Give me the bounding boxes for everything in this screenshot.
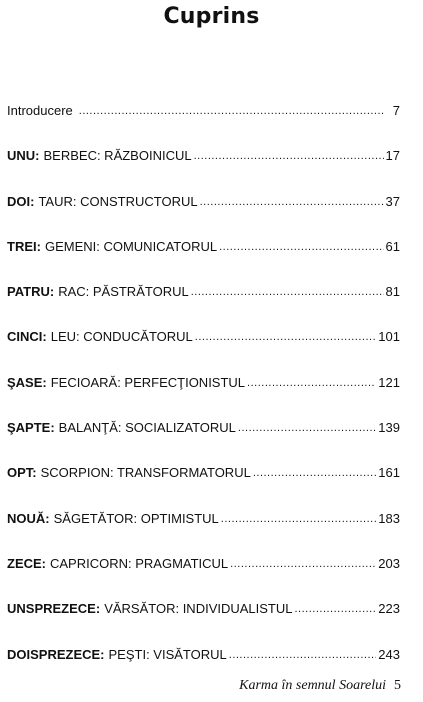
chapter-number: OPT: [7,465,37,481]
chapter-title: BERBEC: RĂZBOINICUL [43,148,192,164]
toc-entry-cinci[interactable] [7,329,400,374]
chapter-number: TREI: [7,238,41,254]
chapter-title: VĂRSĂTOR: INDIVIDUALISTUL [104,601,293,617]
chapter-title: Introducere [7,103,73,118]
chapter-title: PEŞTI: VISĂTORUL [108,646,227,662]
chapter-title: SĂGETĂTOR: OPTIMISTUL [53,510,219,526]
page-number: 139 [378,420,400,436]
footer-page-number: 5 [394,678,401,693]
dot-leader [191,283,384,298]
chapter-number: DOI: [7,193,35,209]
dot-leader [221,510,377,525]
chapter-title: GEMENI: COMUNICATORUL [44,238,218,254]
toc-entry-unu[interactable] [7,148,400,193]
dot-leader [253,464,376,479]
chapter-number: CINCI: [7,329,47,345]
page-number: 183 [378,510,400,526]
toc-entry-sapte[interactable] [7,420,400,465]
chapter-number: NOUĂ: [7,510,50,526]
chapter-number: UNSPREZECE: [7,601,101,617]
page-number: 203 [378,555,400,571]
page-number: 101 [378,329,400,345]
toc-entry-patru[interactable] [7,284,400,329]
chapter-number: ŞASE: [7,374,47,390]
page-number: 61 [385,238,400,254]
dot-leader [295,600,377,615]
chapter-number: DOISPREZECE: [7,646,105,662]
chapter-number: ŞAPTE: [7,420,55,436]
page-number: 7 [392,103,400,118]
dot-leader [230,555,376,570]
chapter-number: ZECE: [7,555,46,571]
dot-leader [79,102,385,117]
page-footer [239,678,401,694]
chapter-title: TAUR: CONSTRUCTORUL [38,193,198,209]
chapter-title: LEU: CONDUCĂTORUL [50,329,193,345]
running-book-title: Karma în semnul Soarelui [239,678,386,693]
dot-leader [195,328,377,343]
toc-entry-trei[interactable] [7,239,400,284]
dot-leader [247,374,376,389]
page-number: 81 [385,284,400,300]
chapter-title: BALANŢĂ: SOCIALIZATORUL [58,420,236,436]
page-title: Cuprins [163,4,260,29]
chapter-title: SCORPION: TRANSFORMATORUL [40,465,251,481]
dot-leader [229,646,377,661]
chapter-title: FECIOARĂ: PERFECŢIONISTUL [50,374,246,390]
toc-entry-doi[interactable] [7,194,400,239]
toc-entry-sase[interactable] [7,375,400,420]
page-number: 121 [378,374,400,390]
toc-entry-opt[interactable] [7,465,400,510]
toc-entry-zece[interactable] [7,556,400,601]
dot-leader [200,193,384,208]
page-number: 243 [378,646,400,662]
dot-leader [238,419,376,434]
chapter-title: CAPRICORN: PRAGMATICUL [50,555,229,571]
page-number: 37 [385,193,400,209]
chapter-title: RAC: PĂSTRĂTORUL [58,284,189,300]
toc-entry-noua[interactable] [7,511,400,556]
dot-leader [194,147,384,162]
chapter-number: UNU: [7,148,40,164]
toc-entry-unsprezece[interactable] [7,601,400,646]
chapter-number: PATRU: [7,284,55,300]
table-of-contents [7,103,400,692]
dot-leader [219,238,383,253]
page-number: 223 [378,601,400,617]
page-number: 161 [378,465,400,481]
toc-entry-introducere[interactable] [7,103,400,148]
page-number: 17 [385,148,400,164]
